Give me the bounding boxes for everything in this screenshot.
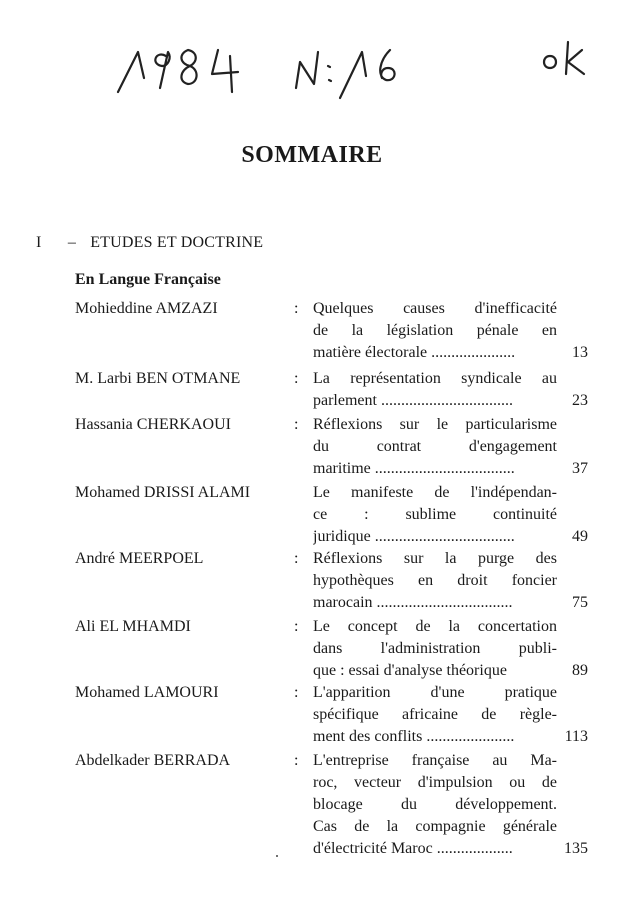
entry-page: 75 [572, 594, 588, 611]
entry-colon: : [294, 752, 299, 769]
entry-author: Mohamed LAMOURI [75, 684, 219, 701]
entry-title: La représentation syndicale au parlement ................................. [313, 370, 557, 409]
subsection-heading: En Langue Française [75, 271, 221, 288]
entry-title: Le concept de la concertation dans l'administration publi- que : essai d'analyse théorique [313, 618, 557, 679]
entry-colon: : [294, 550, 299, 567]
section-heading [36, 234, 263, 252]
entry-page: 113 [564, 728, 588, 745]
entry-colon: : [294, 684, 299, 701]
section-number: I [36, 234, 42, 251]
entry-author: M. Larbi BEN OTMANE [75, 370, 241, 387]
section-separator: – [67, 234, 77, 251]
entry-colon: : [294, 416, 299, 433]
entry-colon: : [294, 618, 299, 635]
entry-title: Quelques causes d'inefficacité de la législation pénale en matière électorale ..................... [313, 300, 557, 361]
entry-author: Ali EL MHAMDI [75, 618, 191, 635]
speck-mark [276, 855, 278, 857]
entry-author: Hassania CHERKAOUI [75, 416, 231, 433]
entry-author: Abdelkader BERRADA [75, 752, 231, 769]
section-label: ETUDES ET DOCTRINE [90, 234, 264, 251]
entry-author: André MEERPOEL [75, 550, 204, 567]
entry-colon: : [294, 370, 299, 387]
entry-author: Mohamed DRISSI ALAMI [75, 484, 251, 501]
entry-page: 49 [572, 528, 588, 545]
entry-page: 89 [572, 662, 588, 679]
entry-title: L'entreprise française au Ma- roc, vecteur d'impulsion ou de blocage du développement. Cas de la compagnie générale d'électricité Maroc ................... [313, 752, 557, 857]
entry-page: 135 [564, 840, 588, 857]
entry-page: 13 [572, 344, 588, 361]
entry-author: Mohieddine AMZAZI [75, 300, 218, 317]
entry-page: 23 [572, 392, 588, 409]
handwritten-annotation [110, 30, 610, 120]
entry-title: L'apparition d'une pratique spécifique africaine de règle- ment des conflits ...................... [313, 684, 557, 745]
entry-page: 37 [572, 460, 588, 477]
entry-title: Réflexions sur le particularisme du contrat d'engagement maritime ................................... [313, 416, 557, 477]
entry-title: Réflexions sur la purge des hypothèques en droit foncier marocain .................................. [313, 550, 557, 611]
page-title: SOMMAIRE [241, 142, 383, 168]
entry-colon: : [294, 300, 299, 317]
entry-title: Le manifeste de l'indépendan- ce : sublime continuité juridique ................................... [313, 484, 557, 545]
